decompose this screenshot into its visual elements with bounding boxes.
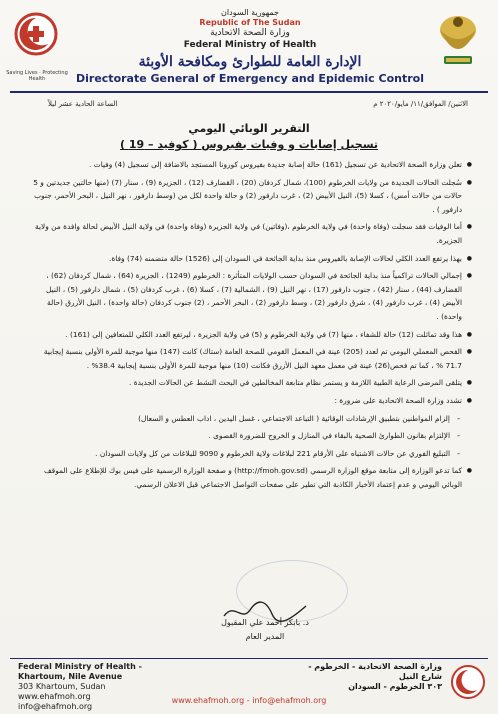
report-time: الساعة الحادية عشر ليلاً [48,100,118,108]
footer-website[interactable]: www.ehafmoh.org [18,692,91,701]
footer-divider [10,658,488,659]
report-paragraph: ● كما تدعو الوزارة إلى متابعة موقع الوزارة الرسمي (http://fmoh.gov.sd) و صفحة الوزارة الرسمية على فيس بوك للإطلاع على الموقف الوبائي اليومي و عدم إعتماد الأخبار الكاذبة التي تطير على صفحات التواصل الاجتماعي قبل الاعلان الرسمي. [28,464,472,491]
directorate-arabic: الإدارة العامة للطوارئ ومكافحة الأوبئة [138,54,362,70]
report-paragraph: ● بهذا يرتفع العدد الكلي لحالات الإصابة بالفيروس منذ بداية الجائحة في السودان إلى (1526) حالة متضمنه (74) وفاة. [28,252,472,266]
report-paragraph: ● تعلن وزارة الصحة الاتحادية عن تسجيل (161) حالة إصابة جديدة بفيروس كورونا المستجد بالاضافة إلى تسجيل (4) وفيات . [28,158,472,172]
logo-caption: Saving Lives · Protecting Health [6,70,68,82]
ministry-english: Federal Ministry of Health [183,40,317,50]
report-paragraph: ● أما الوفيات فقد سجلت (وفاة واحدة) في ولاية الخرطوم ،(وفاتين) في ولاية الجزيرة (وفاة واحدة) في ولاية النيل الأبيض لحالة وافدة من ولاية الجزيرة. [28,220,472,247]
report-sub-item: - إلزام المواطنين بتطبيق الإرشادات الوقائية ( التباعد الاجتماعي ، غسل اليدين ، اداب العطس و السعال) [28,412,472,426]
footer-address-ar-2: ٣٠٣ الخرطوم - السودان [348,682,442,691]
report-sub-item: - التبليغ الفوري عن حالات الاشتباه على الأرقام 221 لبلاغات ولاية الخرطوم و 9090 للبلاغات من كل ولايات السودان . [28,447,472,461]
footer-address-2: 303 Khartoum, Sudan [18,682,106,691]
footer-address-ar-1: وزارة الصحة الاتحادية - الخرطوم - شارع النيل [308,662,442,681]
republic-arabic: جمهورية السودان [221,8,279,17]
footer-email[interactable]: info@ehafmoh.org [18,702,93,711]
signature-block [200,598,330,654]
ministry-emblem-icon [14,12,58,56]
report-paragraph: ● إجمالي الحالات تراكمياً منذ بداية الجائحة في السودان حسب الولايات المتأثرة : الخرطوم (1249) ، الجزيرة (64) ، شمال كردفان (62) ، القضارف (44) ، سنار (42) ، جنوب دارفور (17) ، نهر النيل (9) ، الشمالية (7) ، كسلا (6) ، غرب كردفان (5) ، شمال دارفور (5) ، النيل الأبيض (4) ، غرب دارفور (4) ، شرق دارفور (2) ، وسط دارفور (2) ، البحر الأحمر ، (2) جنوب كردفان (حالة واحدة) ، النيل الأزرق (حالة واحدة) . [28,269,472,323]
header-divider [10,91,488,93]
letterhead [0,0,498,100]
report-paragraph: ● هذا وقد تماثلت (12) حالة للشفاء ، منها (7) في ولاية الخرطوم و (5) في ولاية الجزيرة ، ليرتفع العدد الكلي للمتعافين إلى (161) . [28,328,472,342]
sudan-emblem-icon [430,8,486,72]
report-paragraph: ● يتلقى المرضى الرعاية الطبية اللازمة و يستمر نظام متابعة المخالطين في البحث النشط عن الحالات الجديدة . [28,376,472,390]
footer-arabic [292,662,442,692]
signatory-title: المدير العام [245,632,285,641]
report-date: الاثنين/ الموافق/١١/ مايو/٢٠٢٠ م [373,100,468,108]
report-paragraph: ● سُجلت الحالات الجديدة من ولايات الخرطوم (100)، شمال كردفان (20) ، القضارف (12) ، الجزيرة (9) ، سنار (7) (منها حالتين جديدتين و 5 حالات من حالات أمس) ، كسلا (5)، النيل الأبيض (2) ، غرب دارفور (2) و حالة واحدة لكل من (وسط دارفور ، نهر النيل ، البحر الأحمر، جنوب دارفور ) . [28,176,472,217]
signatory-name: د. بابكر أحمد علي المقبول [221,618,309,627]
footer-address-1: Federal Ministry of Health - Khartoum, Nile Avenue [18,662,142,681]
report-title: التقرير الوبائي اليومي [188,122,310,135]
report-body [28,158,472,495]
footer-web-email[interactable]: www.ehafmoh.org - info@ehafmoh.org [171,696,327,705]
report-paragraph: ● تشدد وزارة الصحة الاتحادية على ضرورة : [28,394,472,408]
republic-english: Republic of The Sudan [199,18,301,27]
footer-emblem-icon [450,664,486,700]
report-subtitle: تسجيل إصابات و وفيات بفيروس ( كوفيد – 19 ) [119,138,379,151]
report-paragraph: ● الفحص المعملي اليومي تم لعدد (205) عينة في المعمل القومي للصحة العامة (ستاك) كانت (147) منها موجبة للمرة الأولى بنسبة إيجابية 71.7 % ، كما تم فحص(26) عينة في معمل معهد النيل الأزرق فكانت (10) منها موجبة للمرة الأولى بنسبة إيجابية 38.4% . [28,345,472,372]
directorate-english: Directorate General of Emergency and Epidemic Control [76,72,424,85]
report-sub-item: - الإلتزام بقانون الطوارئ الصحية بالبقاء في المنازل و الخروج للضرورة القصوى . [28,429,472,443]
ministry-arabic: وزارة الصحة الاتحادية [210,28,290,38]
